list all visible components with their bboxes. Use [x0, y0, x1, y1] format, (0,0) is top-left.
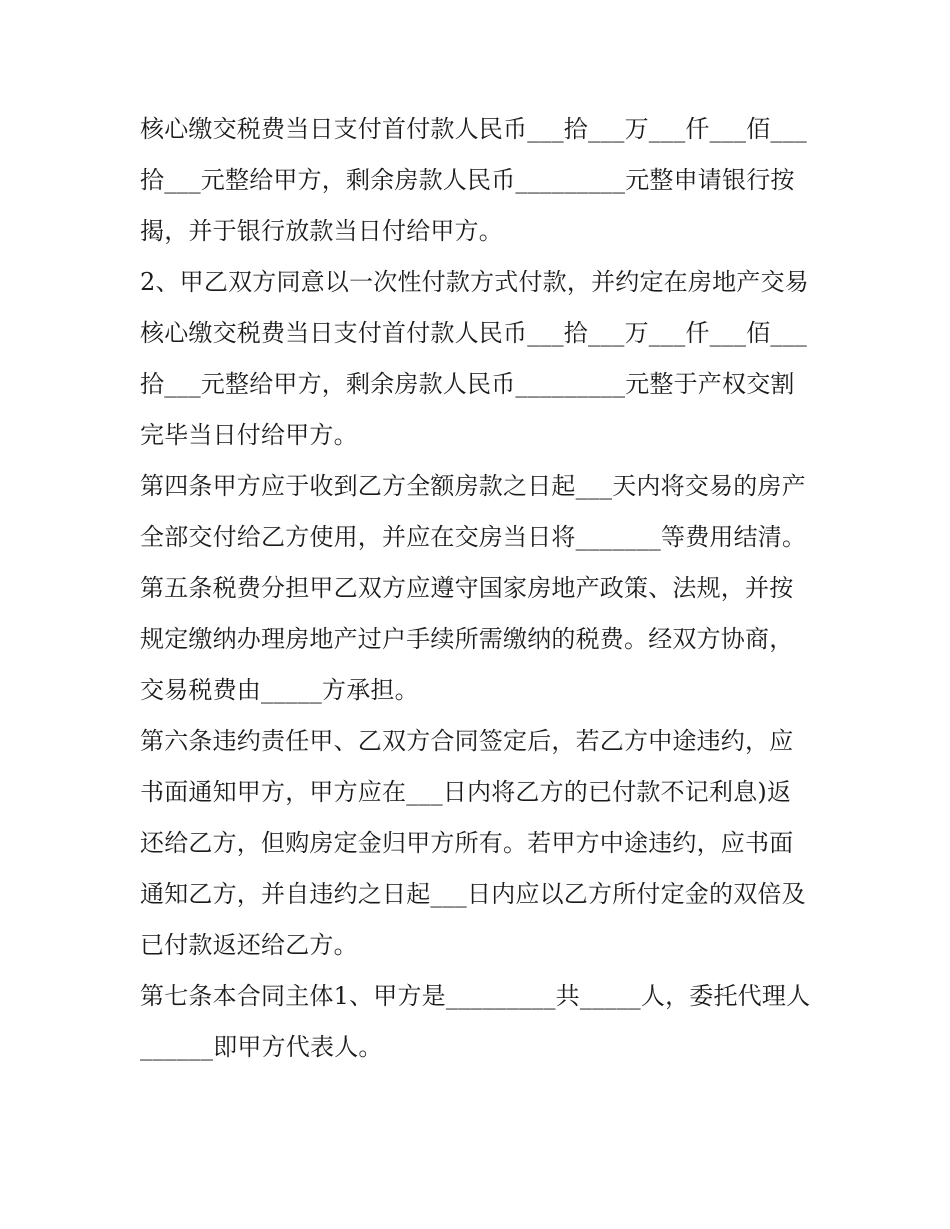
paragraph-article-four: 第四条甲方应于收到乙方全额房款之日起___天内将交易的房产全部交付给乙方使用，并应在交房当日将_______等费用结清。 — [140, 472, 807, 551]
paragraph-article-seven: 第七条本合同主体1、甲方是_________共_____人，委托代理人______即甲方代表人。 — [140, 982, 811, 1061]
paragraph-payment-mortgage: 核心缴交税费当日支付首付款人民币___拾___万___仟___佰___拾___元整给甲方，剩余房款人民币_________元整申请银行按揭，并于银行放款当日付给甲方。 — [140, 115, 807, 245]
paragraph-article-five: 第五条税费分担甲乙双方应遵守国家房地产政策、法规，并按规定缴纳办理房地产过户手续所需缴纳的税费。经双方协商，交易税费由_____方承担。 — [140, 574, 794, 704]
paragraph-payment-lump-sum: 2、甲乙双方同意以一次性付款方式付款，并约定在房地产交易核心缴交税费当日支付首付款人民币___拾___万___仟___佰___拾___元整给甲方，剩余房款人民币_________元整于产权交割完毕当日付给甲方。 — [140, 268, 809, 449]
paragraph-article-six: 第六条违约责任甲、乙双方合同签定后，若乙方中途违约，应书面通知甲方，甲方应在___日内将乙方的已付款不记利息)返还给乙方，但购房定金归甲方所有。若甲方中途违约，应书面通知乙方，并自违约之日起___日内应以乙方所付定金的双倍及已付款返还给乙方。 — [140, 727, 806, 959]
